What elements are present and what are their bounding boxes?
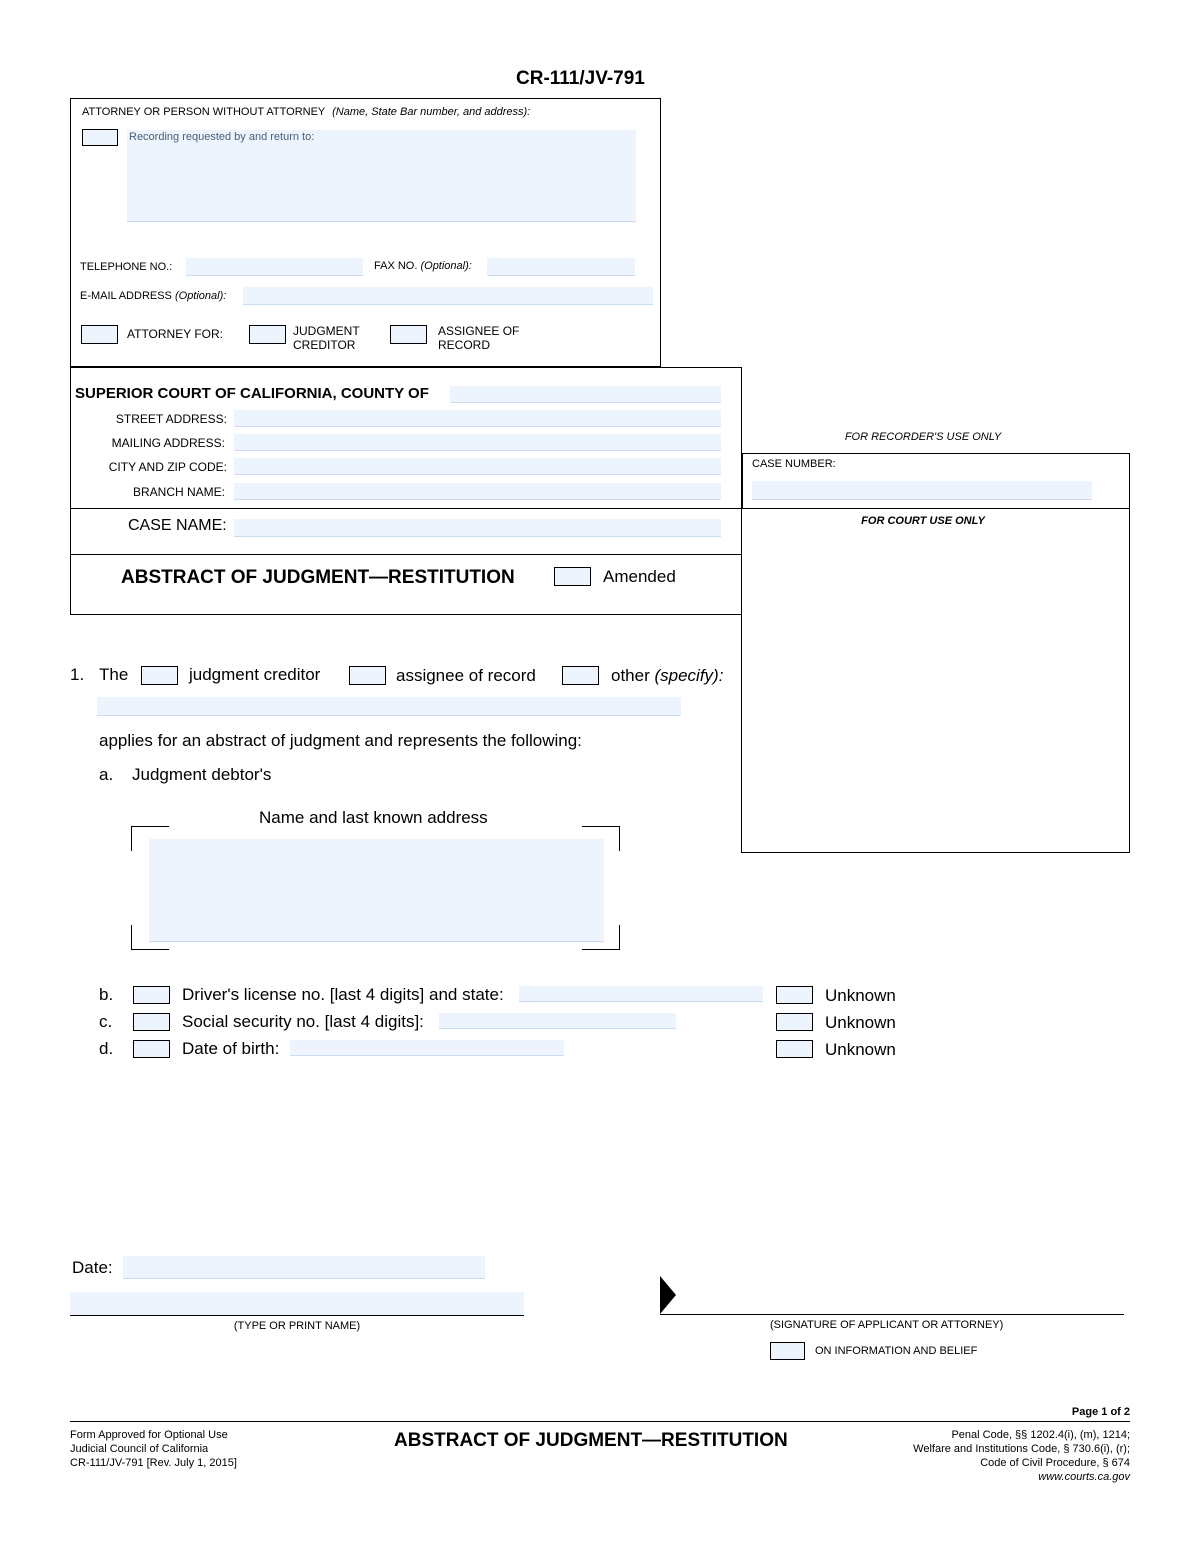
recording-address-field[interactable]	[127, 130, 636, 222]
ssn-checkbox[interactable]	[133, 1013, 170, 1031]
judgment-creditor-line2: CREDITOR	[293, 338, 356, 352]
assignee-top-label	[438, 324, 519, 352]
court-heading: SUPERIOR COURT OF CALIFORNIA, COUNTY OF	[75, 385, 429, 402]
item-a-label: Judgment debtor's	[132, 765, 272, 784]
name-address-heading: Name and last known address	[259, 808, 488, 827]
attorney-heading	[82, 106, 530, 118]
item1-number: 1.	[70, 665, 85, 684]
judgment-creditor-top-label	[293, 324, 360, 352]
attorney-for-checkbox[interactable]	[81, 325, 118, 344]
judgment-creditor-top-checkbox[interactable]	[249, 325, 286, 344]
info-belief-label: ON INFORMATION AND BELIEF	[815, 1345, 978, 1357]
signature-label: (SIGNATURE OF APPLICANT OR ATTORNEY)	[770, 1319, 1004, 1331]
fax-optional: (Optional):	[420, 260, 472, 272]
signature-line	[660, 1314, 1124, 1315]
court-use-section	[741, 508, 1130, 853]
judgment-creditor-label: judgment creditor	[189, 665, 321, 684]
recorder-use-label: FOR RECORDER'S USE ONLY	[844, 431, 1002, 443]
footer-website-link[interactable]: www.courts.ca.gov	[1038, 1471, 1130, 1483]
other-label	[611, 666, 723, 686]
footer-left-line2: Judicial Council of California	[70, 1443, 209, 1455]
court-use-label: FOR COURT USE ONLY	[861, 515, 985, 527]
email-field[interactable]	[243, 287, 653, 305]
dob-field[interactable]	[290, 1040, 564, 1056]
bracket-bl-h	[131, 949, 169, 950]
other-text: other	[611, 666, 650, 685]
street-label: STREET ADDRESS:	[115, 412, 227, 426]
assignee-of-record-checkbox[interactable]	[349, 666, 386, 685]
applies-text: applies for an abstract of judgment and represents the following:	[99, 731, 582, 750]
drivers-license-checkbox[interactable]	[133, 986, 170, 1004]
case-number-label: CASE NUMBER:	[752, 458, 836, 470]
drivers-license-unknown-label: Unknown	[825, 986, 896, 1005]
other-checkbox[interactable]	[562, 666, 599, 685]
dob-unknown-label: Unknown	[825, 1040, 896, 1059]
county-field[interactable]	[450, 386, 721, 403]
footer-right-line2: Welfare and Institutions Code, § 730.6(i), (r);	[913, 1443, 1130, 1455]
ssn-field[interactable]	[439, 1013, 676, 1029]
mailing-label: MAILING ADDRESS:	[111, 436, 225, 450]
form-number-top: CR-111/JV-791	[516, 68, 645, 89]
email-label-text: E-MAIL ADDRESS	[80, 290, 172, 302]
amended-checkbox[interactable]	[554, 567, 591, 586]
item-a-letter: a.	[99, 765, 114, 784]
assignee-top-checkbox[interactable]	[390, 325, 427, 344]
dob-unknown-checkbox[interactable]	[776, 1040, 813, 1058]
footer-title: ABSTRACT OF JUDGMENT—RESTITUTION	[394, 1430, 788, 1451]
street-field[interactable]	[234, 410, 721, 427]
telephone-field[interactable]	[186, 258, 363, 276]
email-optional: (Optional):	[174, 290, 227, 302]
case-number-field[interactable]	[752, 481, 1092, 500]
bracket-tl-v	[131, 826, 132, 851]
footer-left-line3: CR-111/JV-791 [Rev. July 1, 2015]	[70, 1457, 237, 1469]
drivers-license-field[interactable]	[519, 986, 763, 1002]
item-b-letter: b.	[99, 985, 114, 1004]
recording-label: Recording requested by and return to:	[129, 131, 315, 143]
print-name-line	[70, 1315, 524, 1316]
dob-checkbox[interactable]	[133, 1040, 170, 1058]
form-title: ABSTRACT OF JUDGMENT—RESTITUTION	[121, 567, 515, 588]
bracket-tl-h	[131, 826, 169, 827]
drivers-license-label: Driver's license no. [last 4 digits] and state:	[182, 985, 504, 1004]
ssn-label: Social security no. [last 4 digits]:	[182, 1012, 424, 1031]
date-field[interactable]	[123, 1256, 485, 1279]
type-print-name-label: (TYPE OR PRINT NAME)	[233, 1320, 361, 1332]
ssn-unknown-checkbox[interactable]	[776, 1013, 813, 1031]
bracket-br-v	[619, 925, 620, 950]
footer-left-line1: Form Approved for Optional Use	[70, 1429, 228, 1441]
footer-rule	[70, 1421, 1130, 1422]
debtor-name-address-field[interactable]	[149, 839, 604, 942]
item-c-letter: c.	[99, 1012, 113, 1031]
assignee-line1: ASSIGNEE OF	[438, 324, 520, 338]
footer-left	[70, 1428, 237, 1470]
amended-label: Amended	[603, 567, 676, 586]
assignee-line2: RECORD	[438, 338, 491, 352]
attorney-heading-italic: (Name, State Bar number, and address):	[332, 106, 531, 118]
item-d-letter: d.	[99, 1039, 114, 1058]
dob-label: Date of birth:	[182, 1039, 280, 1058]
attorney-heading-text: ATTORNEY OR PERSON WITHOUT ATTORNEY	[82, 106, 326, 118]
judgment-creditor-line1: JUDGMENT	[293, 324, 360, 338]
page-number: Page 1 of 2	[1071, 1406, 1130, 1418]
date-label: Date:	[72, 1258, 113, 1277]
city-label: CITY AND ZIP CODE:	[108, 460, 227, 474]
signature-arrow-icon	[660, 1276, 678, 1314]
print-name-field[interactable]	[70, 1292, 524, 1315]
branch-label: BRANCH NAME:	[132, 485, 225, 499]
item1-the: The	[99, 665, 129, 684]
footer-right-line1: Penal Code, §§ 1202.4(i), (m), 1214;	[951, 1429, 1130, 1441]
assignee-of-record-label: assignee of record	[396, 666, 536, 685]
footer-right-line3: Code of Civil Procedure, § 674	[980, 1457, 1130, 1469]
branch-field[interactable]	[234, 483, 721, 500]
fax-field[interactable]	[487, 258, 635, 276]
bracket-br-h	[582, 949, 620, 950]
case-name-label: CASE NAME:	[128, 517, 227, 534]
case-name-field[interactable]	[234, 519, 721, 537]
attorney-for-label: ATTORNEY FOR:	[127, 327, 224, 341]
footer-right	[830, 1428, 1130, 1484]
fax-label-text: FAX NO.	[374, 260, 418, 272]
judgment-creditor-checkbox[interactable]	[141, 666, 178, 685]
email-label	[80, 290, 226, 302]
bracket-tr-v	[619, 826, 620, 851]
specify-text: (specify):	[654, 666, 724, 685]
recording-requested-checkbox[interactable]	[82, 129, 118, 146]
city-field[interactable]	[234, 458, 721, 475]
fax-label	[374, 260, 472, 272]
bracket-tr-h	[582, 826, 620, 827]
info-belief-checkbox[interactable]	[770, 1342, 805, 1360]
ssn-unknown-label: Unknown	[825, 1013, 896, 1032]
mailing-field[interactable]	[234, 434, 721, 451]
drivers-license-unknown-checkbox[interactable]	[776, 986, 813, 1004]
bracket-bl-v	[131, 925, 132, 950]
other-specify-field[interactable]	[97, 697, 681, 716]
telephone-label: TELEPHONE NO.:	[80, 261, 173, 273]
